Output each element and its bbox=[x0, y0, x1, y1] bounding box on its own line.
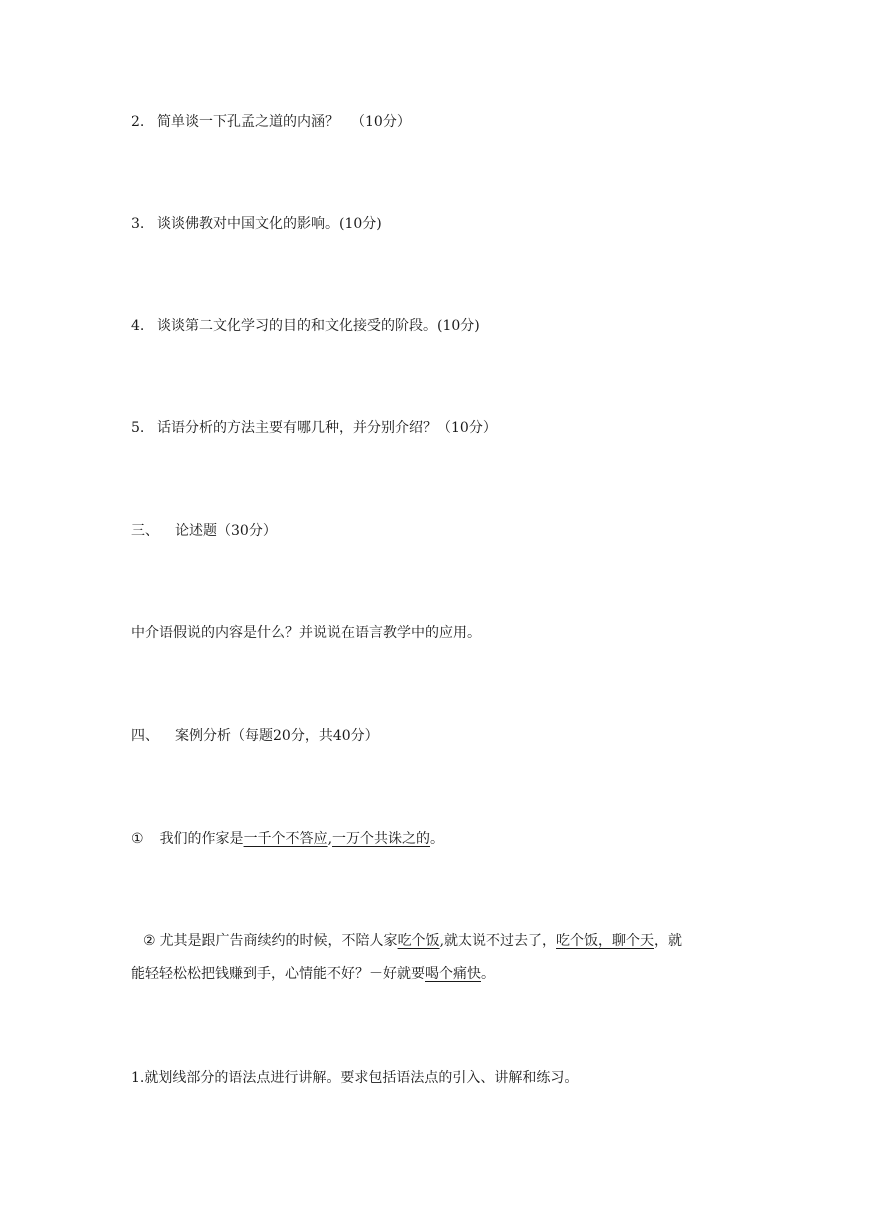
section-title: 案例分析（每题20分，共40分） bbox=[175, 728, 379, 744]
question-score: (10分) bbox=[339, 216, 382, 232]
case-text: 。 bbox=[481, 966, 495, 982]
underlined-phrase: 吃个饭 bbox=[397, 933, 440, 949]
case-marker: ② bbox=[143, 933, 156, 949]
question-4 bbox=[131, 316, 480, 336]
section-3-heading bbox=[131, 521, 277, 541]
question-number: 4. bbox=[131, 318, 145, 334]
underlined-phrase: 吃个饭，聊个天 bbox=[556, 933, 655, 949]
question-2 bbox=[131, 112, 411, 132]
case-text: , bbox=[327, 831, 333, 847]
case-text: ，就 bbox=[654, 933, 683, 949]
question-number: 2. bbox=[131, 114, 145, 130]
question-number: 5. bbox=[131, 420, 145, 436]
case-text: 能轻轻松松把钱赚到手，心情能不好？－好就要 bbox=[131, 966, 425, 982]
case-task bbox=[131, 1068, 578, 1088]
question-score: (10分) bbox=[437, 318, 480, 334]
case-text: 。 bbox=[430, 831, 445, 847]
question-number: 3. bbox=[131, 216, 145, 232]
case-1 bbox=[131, 829, 444, 849]
case-2-line-1 bbox=[143, 931, 682, 951]
case-text: ,就太说不过去了， bbox=[439, 933, 557, 949]
question-3 bbox=[131, 214, 382, 234]
section-4-heading bbox=[131, 726, 379, 746]
question-score: （10分） bbox=[351, 114, 411, 130]
question-text: 简单谈一下孔孟之道的内涵？ bbox=[157, 114, 339, 130]
section-number: 三、 bbox=[131, 523, 159, 539]
section-number: 四、 bbox=[131, 728, 159, 744]
underlined-phrase: 喝个痛快 bbox=[425, 966, 481, 982]
question-5 bbox=[131, 418, 497, 438]
question-text: 谈谈第二文化学习的目的和文化接受的阶段。 bbox=[157, 318, 437, 334]
question-text: 谈谈佛教对中国文化的影响。 bbox=[157, 216, 339, 232]
case-text: 尤其是跟广告商续约的时候，不陪人家 bbox=[159, 933, 398, 949]
essay-question-text: 中介语假说的内容是什么？并说说在语言教学中的应用。 bbox=[131, 625, 481, 641]
underlined-phrase: 一万个共诛之的 bbox=[332, 831, 431, 847]
question-text: 话语分析的方法主要有哪几种，并分别介绍？ bbox=[157, 420, 437, 436]
case-2-line-2 bbox=[131, 964, 495, 984]
essay-question bbox=[131, 623, 481, 643]
underlined-phrase: 一千个不答应 bbox=[243, 831, 328, 847]
case-text: 我们的作家是 bbox=[159, 831, 244, 847]
case-marker: ① bbox=[131, 831, 144, 847]
section-title: 论述题（30分） bbox=[175, 523, 277, 539]
task-text: 1.就划线部分的语法点进行讲解。要求包括语法点的引入、讲解和练习。 bbox=[131, 1070, 579, 1086]
question-score: （10分） bbox=[437, 420, 497, 436]
